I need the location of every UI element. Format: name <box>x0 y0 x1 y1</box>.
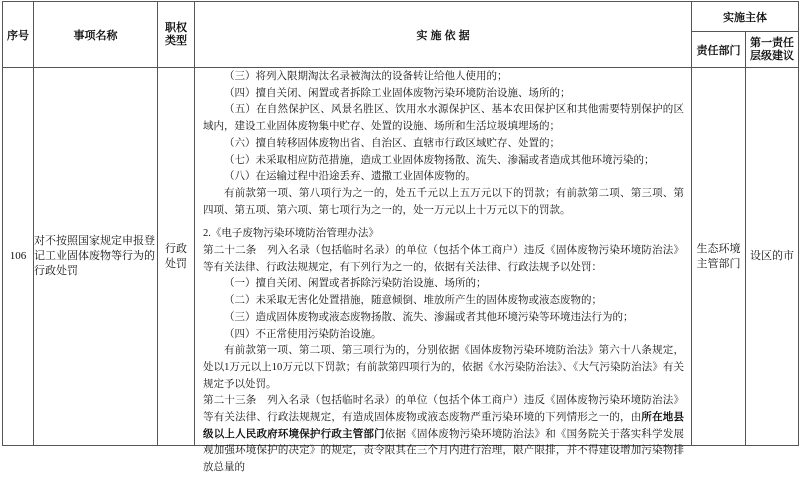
basis-article: 第二十二条 列入名录（包括临时名录）的单位（包括个体工商户）违反《固体废物污染环境防治法》等有关法律、行政法规规定，有下列行为之一的，依据有关法律、行政法规予以处罚： <box>203 245 684 273</box>
basis-paragraph: （二）未采取无害化处置措施，随意倾倒、堆放所产生的固体废物或液态废物的； <box>224 295 602 307</box>
basis-article-emphasis: 所在地县级以上人民政府环境保护行政主管部门 <box>203 412 685 440</box>
basis-text <box>195 68 691 474</box>
implementation-table <box>2 1 799 474</box>
header-subject: 实施主体 <box>692 2 799 32</box>
header-seq: 序号 <box>3 2 34 68</box>
row-seq: 106 <box>3 68 34 446</box>
basis-paragraph: （三）造成固体废物或液态废物扬散、流失、渗漏或者其他环境污染等环境违法行为的； <box>224 311 634 323</box>
basis-paragraph: （四）擅自关闭、闲置或者拆除工业固体废物污染环境防治设施、场所的； <box>224 87 571 99</box>
basis-paragraph: （三）将列入限期淘汰名录被淘汰的设备转让给他人使用的； <box>224 71 508 82</box>
basis-paragraph: （六）擅自转移固体废物出省、自治区、直辖市行政区域贮存、处置的； <box>224 137 560 149</box>
basis-paragraph: 有前款第一项、第二项、第三项行为的，分别依据《固体废物污染环境防治法》第六十八条规定，处以1万元以上10万元以下罚款；有前款第四项行为的，依据《水污染防治法》、《大气污染防治法》有关规定予以处罚。 <box>203 345 684 390</box>
row-power-type-line1: 行政 <box>165 242 187 255</box>
header-basis: 实 施 依 据 <box>195 2 692 68</box>
basis-paragraph: （五）在自然保护区、风景名胜区、饮用水水源保护区、基本农田保护区和其他需要特别保护的区域内，建设工业固体废物集中贮存、处置的设施、场所和生活垃圾填埋场的； <box>203 104 684 133</box>
basis-article-text: 第二十三条 列入名录（包括临时名录）的单位（包括个体工商户）违反《固体废物污染环境防治法》等有关法律、行政法规规定，有造成固体废物或液态废物严重污染环境的下列情形之一的，由 <box>203 395 684 424</box>
basis-paragraph: （一）擅自关闭、闲置或者拆除污染防治设施、场所的； <box>224 278 487 290</box>
basis-article <box>203 393 684 477</box>
basis-article-text: 依据《固体废物污染环境防治法》和《国务院关于落实科学发展观加强环境保护的决定》的规定，责令限其在三个月内进行治理，限产限排，并不得建设增加污染物排放总量的 <box>203 428 685 474</box>
basis-paragraph: 有前款第一项、第八项行为之一的，处五千元以上五万元以下的罚款；有前款第二项、第三项、第四项、第五项、第六项、第七项行为之一的，处一万元以上十万元以下的罚款。 <box>203 187 684 216</box>
basis-paragraph: （七）未采取相应防范措施，造成工业固体废物扬散、流失、渗漏或者造成其他环境污染的； <box>224 154 655 166</box>
basis-paragraph: （八）在运输过程中沿途丢弃、遗撒工业固体废物的。 <box>224 171 476 183</box>
row-basis <box>195 68 692 474</box>
header-item-name: 事项名称 <box>34 2 158 68</box>
row-power-type-line2: 处罚 <box>165 257 187 270</box>
header-power-type-line2: 类型 <box>165 34 187 47</box>
header-power-type <box>158 2 195 68</box>
header-power-type-line1: 职权 <box>165 21 187 34</box>
row-dept <box>692 68 746 446</box>
row-dept-line1: 生态环境 <box>696 242 741 255</box>
row-dept-line2: 主管部门 <box>696 257 741 270</box>
row-item-name: 对不按照国家规定申报登记工业固体废物等行为的行政处罚 <box>34 68 158 446</box>
table-row <box>3 68 799 446</box>
basis-source-heading: 2.《电子废物污染环境防治管理办法》 <box>203 228 379 240</box>
row-power-type <box>158 68 195 446</box>
basis-paragraph: （四）不正常使用污染防治设施。 <box>224 328 382 340</box>
row-level: 设区的市 <box>746 68 799 446</box>
header-first-level-line2: 层级建议 <box>750 49 794 62</box>
header-first-level <box>746 32 799 68</box>
header-dept: 责任部门 <box>692 32 746 68</box>
header-first-level-line1: 第一责任 <box>750 36 794 49</box>
